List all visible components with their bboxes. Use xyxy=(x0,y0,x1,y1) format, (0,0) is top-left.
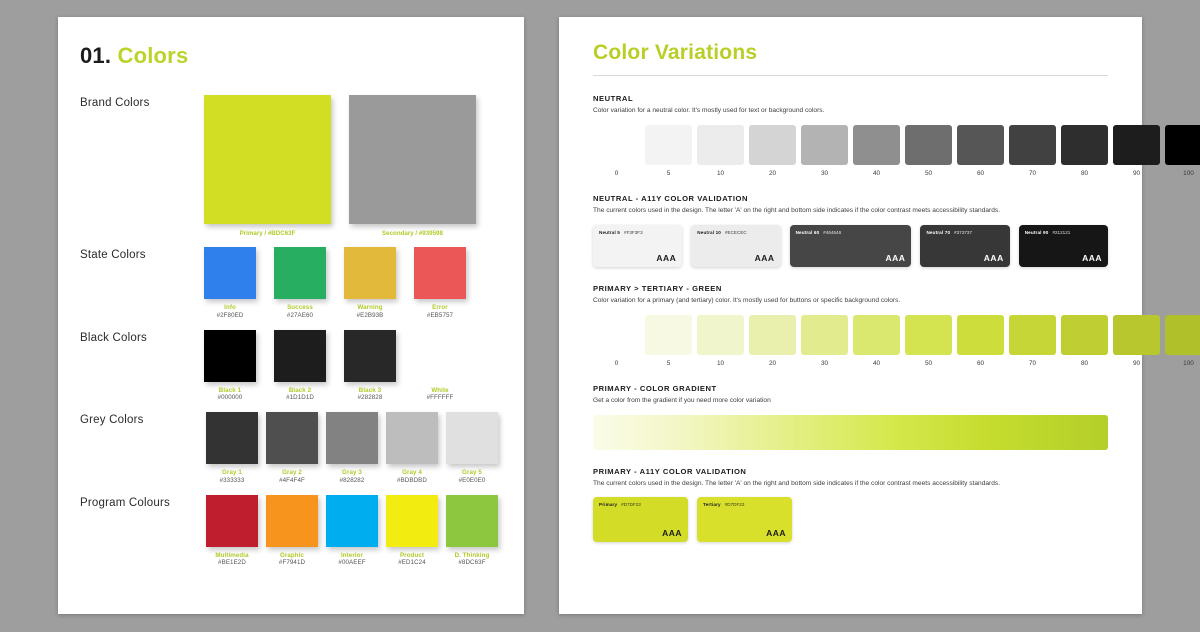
swatch-name: Black 3 xyxy=(358,386,382,394)
ramp-item[interactable] xyxy=(645,125,692,177)
ramp-label: 80 xyxy=(1080,169,1089,177)
page-title-word: Colors xyxy=(117,43,189,68)
ramp-chip xyxy=(1009,315,1056,355)
ramp-item[interactable] xyxy=(801,315,848,367)
block-title-primary-a11y: PRIMARY - A11Y COLOR VALIDATION xyxy=(593,466,747,476)
swatch-chip xyxy=(446,495,498,547)
swatch-interior[interactable] xyxy=(324,495,380,568)
swatch-name: Black 2 xyxy=(288,386,312,394)
ramp-label: 40 xyxy=(872,169,881,177)
ramp-item[interactable] xyxy=(697,315,744,367)
swatch-hex: #27AE60 xyxy=(286,311,314,319)
block-neutral xyxy=(593,94,1194,177)
a11y-card-rating: AAA xyxy=(662,528,682,539)
a11y-card-rating: AAA xyxy=(656,252,677,263)
ramp-label: 60 xyxy=(976,169,985,177)
swatch-chip xyxy=(326,495,378,547)
ramp-chip xyxy=(593,125,640,165)
swatch-chip xyxy=(206,495,258,547)
swatch-warning[interactable] xyxy=(344,247,396,320)
ramp-label: 30 xyxy=(820,359,829,367)
section-state-colors xyxy=(80,247,494,320)
swatch-chip xyxy=(414,330,466,382)
swatch-gray-3[interactable] xyxy=(324,412,380,485)
page-title-number: 01. xyxy=(80,43,112,68)
left-page-content xyxy=(58,17,524,567)
swatch-chip xyxy=(266,412,318,464)
swatch-name: Multimedia xyxy=(215,551,249,559)
ramp-chip xyxy=(593,315,640,355)
a11y-card-hex: #D7DF23 xyxy=(621,502,641,508)
ramp-item[interactable] xyxy=(593,315,640,367)
swatch-d-thinking[interactable] xyxy=(444,495,500,568)
ramp-chip xyxy=(905,315,952,355)
swatch-name: Gray 4 xyxy=(402,469,422,476)
swatch-name: Black 1 xyxy=(218,386,242,394)
swatch-chip xyxy=(446,412,498,464)
a11y-card-neutral-90[interactable] xyxy=(1019,225,1108,267)
a11y-card-primary[interactable] xyxy=(593,497,688,542)
swatch-chip xyxy=(349,95,476,224)
ramp-label: 20 xyxy=(768,169,777,177)
ramp-item[interactable] xyxy=(853,125,900,177)
ramp-label: 10 xyxy=(716,169,725,177)
swatch-chip xyxy=(344,247,396,299)
a11y-card-neutral-5[interactable] xyxy=(593,225,682,267)
ramp-chip xyxy=(957,125,1004,165)
swatch-hex: #8DC63F xyxy=(458,559,486,567)
right-page-content xyxy=(559,17,1194,542)
ramp-chip xyxy=(1113,315,1160,355)
section-label-black: Black Colors xyxy=(80,331,147,344)
ramp-label: 70 xyxy=(1028,169,1037,177)
swatch-chip xyxy=(204,330,256,382)
swatch-gray-1[interactable] xyxy=(204,412,260,485)
swatch-hex: #E0E0E0 xyxy=(458,476,486,484)
swatch-hex: #BDBDBD xyxy=(397,476,427,484)
ramp-label: 10 xyxy=(716,359,725,367)
swatch-error[interactable] xyxy=(414,247,466,320)
a11y-card-rating: AAA xyxy=(766,528,786,539)
swatch-caption-secondary: Secondary / #939598 xyxy=(382,230,443,237)
a11y-card-name: Neutral 90 xyxy=(1024,229,1049,235)
ramp-item[interactable] xyxy=(1009,125,1056,177)
swatch-chip xyxy=(274,247,326,299)
swatch-chip xyxy=(204,95,331,224)
ramp-chip xyxy=(957,315,1004,355)
ramp-item[interactable] xyxy=(749,315,796,367)
swatch-chip xyxy=(344,330,396,382)
neutral-ramp xyxy=(593,125,1194,177)
ramp-chip xyxy=(645,125,692,165)
ramp-label: 0 xyxy=(614,359,619,367)
swatch-black-3[interactable] xyxy=(344,330,396,403)
ramp-item[interactable] xyxy=(697,125,744,177)
a11y-card-neutral-10[interactable] xyxy=(691,225,780,267)
a11y-card-name: Neutral 10 xyxy=(697,229,721,235)
swatch-gray-2[interactable] xyxy=(264,412,320,485)
swatch-info[interactable] xyxy=(204,247,256,320)
ramp-label: 0 xyxy=(614,169,619,177)
swatch-secondary[interactable] xyxy=(349,95,476,237)
ramp-chip xyxy=(853,315,900,355)
ramp-item[interactable] xyxy=(957,315,1004,367)
swatch-chip xyxy=(266,495,318,547)
swatch-black-1[interactable] xyxy=(204,330,256,403)
ramp-label: 20 xyxy=(768,359,777,367)
ramp-label: 90 xyxy=(1132,359,1141,367)
swatch-chip xyxy=(386,412,438,464)
swatch-hex: #E2B93B xyxy=(356,311,384,319)
ramp-label: 90 xyxy=(1132,169,1141,177)
swatch-hex: #2F80ED xyxy=(216,311,244,319)
state-swatches xyxy=(204,247,494,320)
swatch-chip xyxy=(326,412,378,464)
brand-swatches xyxy=(204,95,494,237)
ramp-label: 70 xyxy=(1028,359,1037,367)
swatch-name: White xyxy=(431,386,449,394)
ramp-chip xyxy=(749,315,796,355)
section-label-state: State Colors xyxy=(80,249,146,261)
swatch-gray-5[interactable] xyxy=(444,412,500,485)
title-divider xyxy=(593,75,1108,76)
a11y-card-hex: #ECECEC xyxy=(725,229,747,235)
swatch-product[interactable] xyxy=(384,495,440,568)
ramp-item[interactable] xyxy=(905,315,952,367)
swatch-name: Gray 3 xyxy=(342,469,362,476)
block-primary-gradient xyxy=(593,384,1108,450)
swatch-chip xyxy=(414,247,466,299)
ramp-chip xyxy=(905,125,952,165)
a11y-card-name: Neutral 70 xyxy=(926,229,951,235)
a11y-card-name: Primary xyxy=(599,502,618,508)
ramp-label: 30 xyxy=(820,169,829,177)
swatch-name: Error xyxy=(432,304,448,311)
a11y-card-hex: #F3F3F3 xyxy=(624,229,643,235)
swatch-chip xyxy=(206,412,258,464)
ramp-item[interactable] xyxy=(1113,315,1160,367)
ramp-chip xyxy=(645,315,692,355)
a11y-card-rating: AAA xyxy=(754,252,775,263)
primary-tertiary-ramp xyxy=(593,315,1194,367)
swatch-hex: #F7941D xyxy=(278,559,306,567)
swatch-chip xyxy=(204,247,256,299)
ramp-label: 80 xyxy=(1080,359,1089,367)
page-title xyxy=(80,43,494,69)
primary-a11y-cards xyxy=(593,497,1108,542)
ramp-chip xyxy=(697,315,744,355)
ramp-chip xyxy=(1061,125,1108,165)
block-neutral-a11y xyxy=(593,194,1108,267)
ramp-item[interactable] xyxy=(1113,125,1160,177)
a11y-card-hex: #464646 xyxy=(823,229,842,235)
a11y-card-neutral-60[interactable] xyxy=(790,225,912,267)
swatch-name: Success xyxy=(287,304,313,311)
ramp-chip xyxy=(1009,125,1056,165)
grey-swatches xyxy=(204,412,500,485)
section-program-colours xyxy=(80,495,494,568)
ramp-chip xyxy=(749,125,796,165)
ramp-item[interactable] xyxy=(749,125,796,177)
ramp-item[interactable] xyxy=(1165,315,1200,367)
swatch-name: D. Thinking xyxy=(454,551,490,559)
swatch-name: Graphic xyxy=(279,551,305,559)
block-desc-primary-tertiary: Color variation for a primary (and tertiary) color. It's mostly used for buttons or specific background colors. xyxy=(593,296,901,304)
a11y-card-name: Neutral 5 xyxy=(599,229,621,235)
block-desc-neutral-a11y: The current colors used in the design. The letter 'A' on the right and bottom side indicates if the color contrast meets accessibility standards. xyxy=(593,206,1001,214)
swatch-hex: #FFFFFF xyxy=(426,394,454,402)
swatch-gray-4[interactable] xyxy=(384,412,440,485)
section-label-program: Program Colours xyxy=(80,496,170,509)
swatch-hex: #1D1D1D xyxy=(286,394,314,402)
program-swatches xyxy=(204,495,500,568)
ramp-item[interactable] xyxy=(905,125,952,177)
a11y-card-name: Neutral 60 xyxy=(795,229,820,235)
block-desc-neutral: Color variation for a neutral color. It's mostly used for text or background colors. xyxy=(593,107,825,114)
ramp-item[interactable] xyxy=(1165,125,1200,177)
ramp-item[interactable] xyxy=(1061,315,1108,367)
ramp-chip xyxy=(1165,315,1200,355)
ramp-label: 100 xyxy=(1183,169,1194,177)
section-brand-colors xyxy=(80,95,494,237)
ramp-label: 5 xyxy=(666,359,671,367)
a11y-card-hex: #373737 xyxy=(954,229,973,235)
swatch-hex: #828282 xyxy=(339,476,365,484)
block-title-gradient: PRIMARY - COLOR GRADIENT xyxy=(593,383,717,393)
a11y-card-hex: #212121 xyxy=(1052,229,1071,235)
swatch-multimedia[interactable] xyxy=(204,495,260,568)
swatch-white[interactable] xyxy=(414,330,466,403)
a11y-card-tertiary[interactable] xyxy=(697,497,792,542)
a11y-card-rating: AAA xyxy=(1082,252,1102,263)
swatch-name: Product xyxy=(399,551,425,559)
ramp-chip xyxy=(1113,125,1160,165)
ramp-chip xyxy=(801,125,848,165)
ramp-item[interactable] xyxy=(957,125,1004,177)
section-grey-colors xyxy=(80,412,494,485)
ramp-chip xyxy=(1165,125,1200,165)
section-label-grey: Grey Colors xyxy=(80,414,144,426)
a11y-card-rating: AAA xyxy=(885,252,906,263)
neutral-a11y-cards xyxy=(593,225,1108,267)
ramp-label: 50 xyxy=(924,359,933,367)
a11y-card-neutral-70[interactable] xyxy=(920,225,1009,267)
swatch-name: Info xyxy=(224,304,236,311)
a11y-card-rating: AAA xyxy=(983,252,1004,263)
section-label-brand: Brand Colors xyxy=(80,97,150,109)
swatch-hex: #ED1C24 xyxy=(398,559,426,567)
swatch-chip xyxy=(386,495,438,547)
ramp-item[interactable] xyxy=(645,315,692,367)
swatch-chip xyxy=(274,330,326,382)
swatch-hex: #4F4F4F xyxy=(279,476,305,484)
ramp-chip xyxy=(697,125,744,165)
swatch-caption-primary: Primary / #BDC63F xyxy=(239,230,296,237)
right-page xyxy=(559,17,1194,614)
swatch-hex: #000000 xyxy=(217,394,243,402)
block-title-neutral-a11y: NEUTRAL - A11Y COLOR VALIDATION xyxy=(593,193,749,203)
swatch-graphic[interactable] xyxy=(264,495,320,568)
swatch-name: Interior xyxy=(340,551,364,559)
swatch-black-2[interactable] xyxy=(274,330,326,403)
block-desc-primary-a11y: The current colors used in the design. The letter 'A' on the right and bottom side indicates if the color contrast meets accessibility standards. xyxy=(593,479,1001,487)
swatch-hex: #00AEEF xyxy=(338,559,366,567)
a11y-card-hex: #D7DF23 xyxy=(724,502,745,508)
ramp-label: 50 xyxy=(924,169,933,177)
swatch-hex: #BE1E2D xyxy=(218,559,246,567)
block-primary-a11y xyxy=(593,467,1108,543)
ramp-item[interactable] xyxy=(1061,125,1108,177)
swatch-primary[interactable] xyxy=(204,95,331,237)
swatch-success[interactable] xyxy=(274,247,326,320)
ramp-item[interactable] xyxy=(1009,315,1056,367)
ramp-item[interactable] xyxy=(853,315,900,367)
color-variations-title: Color Variations xyxy=(593,41,758,64)
ramp-label: 100 xyxy=(1183,359,1194,367)
black-swatches xyxy=(204,330,494,403)
swatch-hex: #282828 xyxy=(357,394,383,402)
block-title-neutral: NEUTRAL xyxy=(593,94,634,103)
ramp-item[interactable] xyxy=(801,125,848,177)
block-desc-gradient: Get a color from the gradient if you need more color variation xyxy=(593,396,771,404)
swatch-name: Gray 1 xyxy=(222,469,242,476)
ramp-item[interactable] xyxy=(593,125,640,177)
section-black-colors xyxy=(80,330,494,403)
block-title-primary-tertiary: PRIMARY > TERTIARY - GREEN xyxy=(593,283,722,293)
swatch-name: Warning xyxy=(357,304,383,311)
swatch-hex: #333333 xyxy=(219,476,245,484)
gradient-bar[interactable] xyxy=(593,415,1108,450)
swatch-hex: #EB5757 xyxy=(426,311,454,319)
ramp-chip xyxy=(1061,315,1108,355)
left-page xyxy=(58,17,524,614)
ramp-label: 5 xyxy=(666,169,671,177)
swatch-name: Gray 2 xyxy=(282,469,302,476)
a11y-card-name: Tertiary xyxy=(703,502,721,508)
swatch-name: Gray 5 xyxy=(462,469,482,476)
ramp-chip xyxy=(801,315,848,355)
ramp-label: 40 xyxy=(872,359,881,367)
block-primary-tertiary xyxy=(593,283,1194,367)
ramp-label: 60 xyxy=(976,359,985,367)
ramp-chip xyxy=(853,125,900,165)
